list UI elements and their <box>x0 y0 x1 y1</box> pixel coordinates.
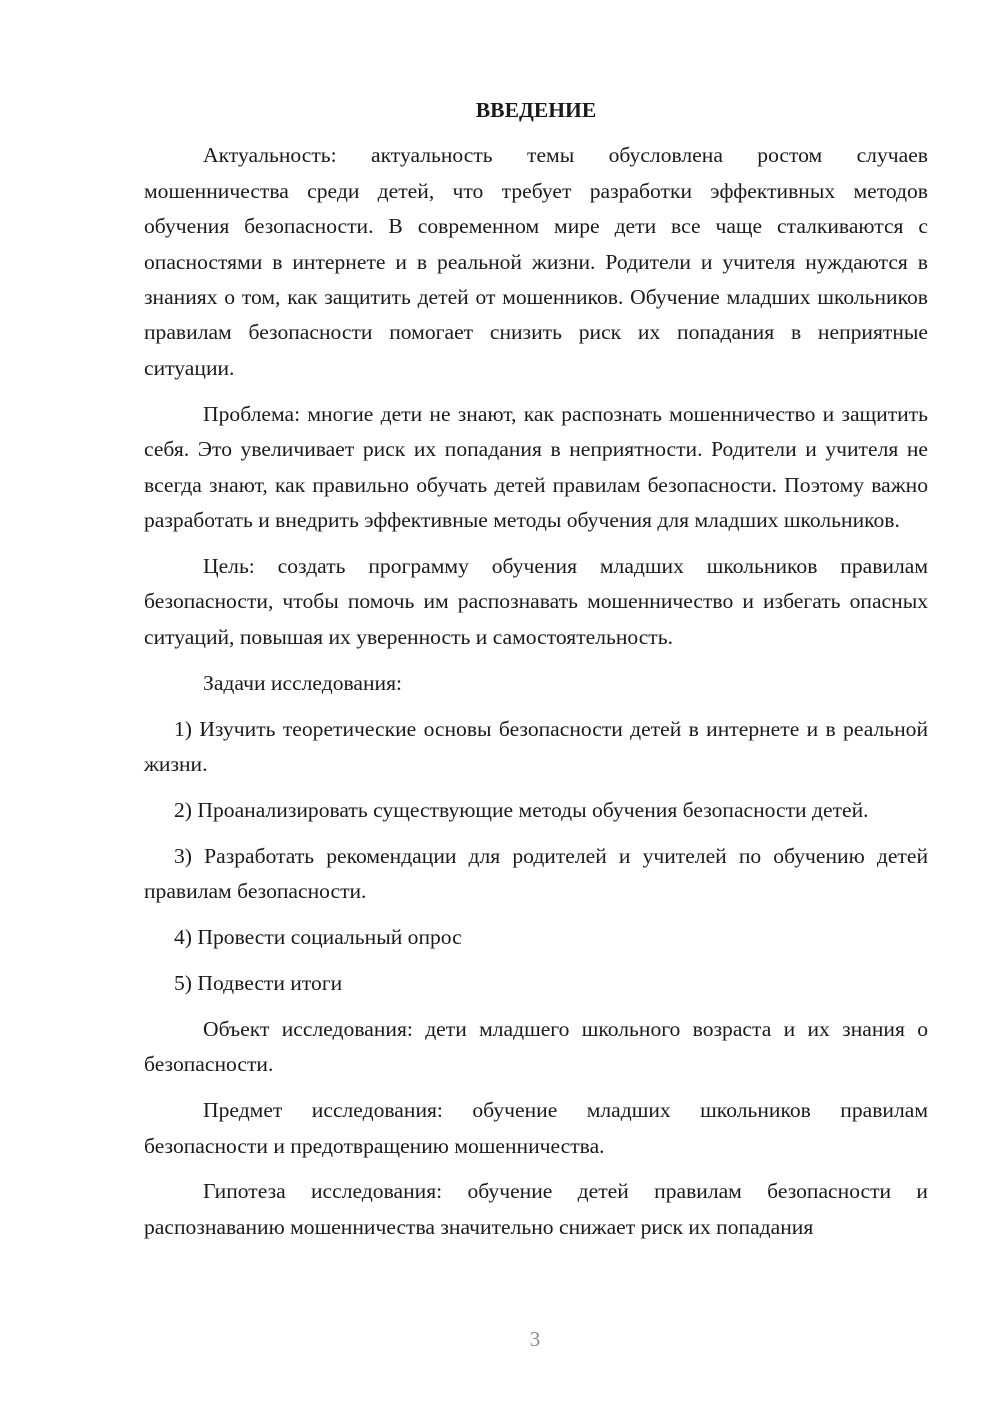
relevance-paragraph: Актуальность: актуальность темы обусловлена ростом случаев мошенничества среди детей, что требует разработки эффективных методов обучения безопасности. В современном мире дети все чаще сталкиваются с опасностями в интернете и в реальной жизни. Родители и учителя нуждаются в знаниях о том, как защитить детей от мошенников. Обучение младших школьников правилам безопасности помогает снизить риск их попадания в неприятные ситуации. <box>144 143 928 380</box>
goal-paragraph: Цель: создать программу обучения младших школьников правилам безопасности, чтобы помочь им распознавать мошенничество и избегать опасных ситуаций, повышая их уверенность и самостоятельность. <box>144 553 928 649</box>
page-number: 3 <box>529 1327 541 1351</box>
hypothesis-paragraph: Гипотеза исследования: обучение детей правилам безопасности и распознаванию мошенничества значительно снижает риск их попадания <box>144 1179 928 1239</box>
task-item-5: 5) Подвести итоги <box>174 970 343 995</box>
object-paragraph: Объект исследования: дети младшего школьного возраста и их знания о безопасности. <box>144 1016 928 1077</box>
task-item-3: 3) Разработать рекомендации для родителей и учителей по обучению детей правилам безопасности. <box>144 843 928 904</box>
problem-paragraph: Проблема: многие дети не знают, как распознать мошенничество и защитить себя. Это увеличивает риск их попадания в неприятности. Родители и учителя не всегда знают, как правильно обучать детей правилам безопасности. Поэтому важно разработать и внедрить эффективные методы обучения для младших школьников. <box>144 401 928 532</box>
page-content <box>144 93 928 1256</box>
task-item-2: 2) Проанализировать существующие методы обучения безопасности детей. <box>174 797 869 822</box>
section-title: ВВЕДЕНИЕ <box>475 98 597 122</box>
task-item-1: 1) Изучить теоретические основы безопасности детей в интернете и в реальной жизни. <box>144 716 928 776</box>
tasks-heading: Задачи исследования: <box>203 670 403 695</box>
task-item-4: 4) Провести социальный опрос <box>174 925 462 950</box>
subject-paragraph: Предмет исследования: обучение младших школьников правилам безопасности и предотвращению мошенничества. <box>144 1098 928 1158</box>
